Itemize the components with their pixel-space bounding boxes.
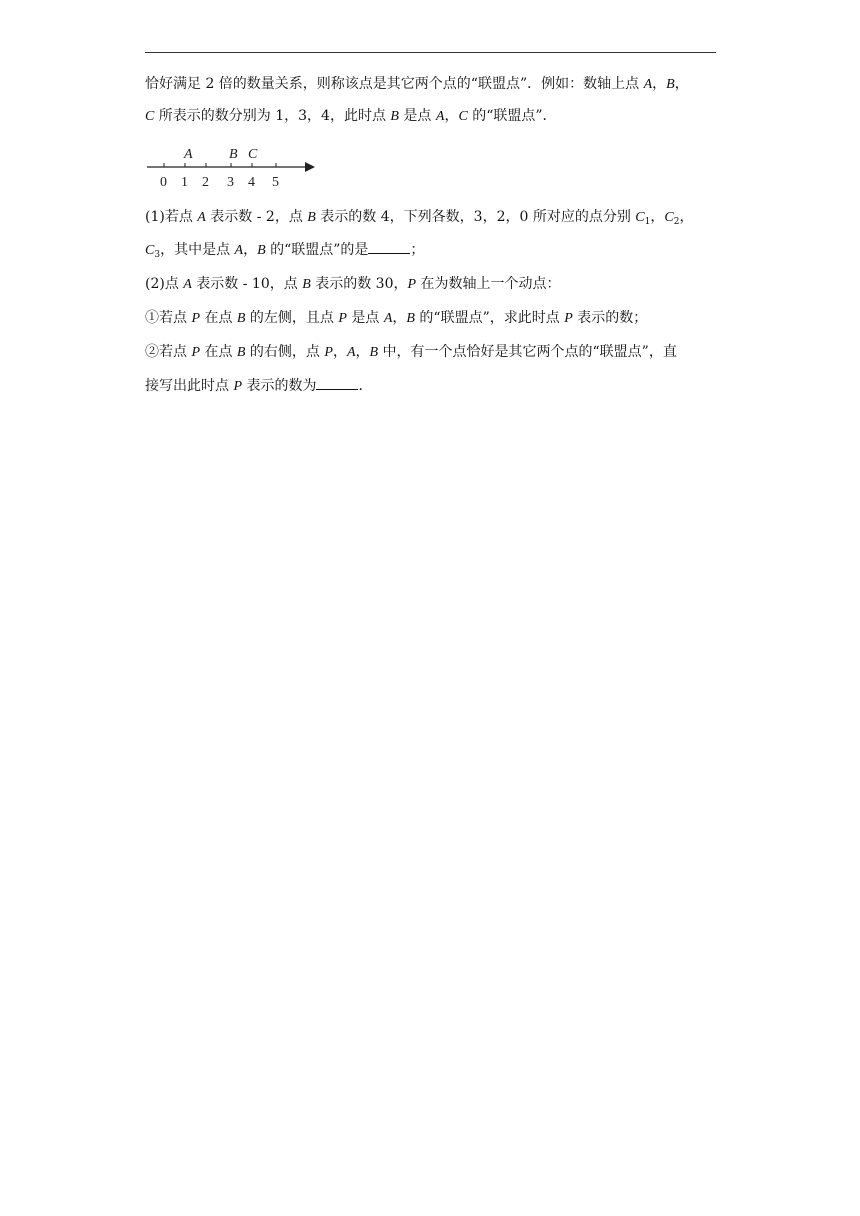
point-a: A: [383, 311, 393, 326]
text: ，: [243, 242, 258, 258]
question-2-1-line: [145, 308, 647, 329]
text: 的“联盟点”的是: [265, 242, 369, 258]
header-rule: [145, 52, 716, 53]
text: ，: [355, 344, 370, 360]
text: 中，有一个点恰好是其它两个点的“联盟点”，直: [378, 344, 677, 360]
text: 的“联盟点”，求此时点: [414, 310, 565, 326]
text: 表示的数 4，下列各数，3，2，0 所对应的点分别: [315, 209, 636, 225]
text: 是点: [346, 310, 384, 326]
text: 是点: [398, 108, 436, 124]
text: ，其中是点: [160, 242, 235, 258]
text: (2)点: [145, 276, 184, 292]
text: 表示的数 30，: [310, 276, 408, 292]
text: 接写出此时点: [145, 378, 234, 394]
point-b: B: [302, 277, 311, 292]
point-b: B: [369, 345, 379, 360]
point-p: P: [191, 311, 201, 326]
point-b: B: [236, 311, 246, 326]
answer-blank-2[interactable]: [316, 377, 358, 390]
point-a: A: [197, 210, 206, 225]
question-2-line: [145, 274, 561, 295]
point-p: P: [564, 311, 573, 326]
number-line-figure: [145, 140, 320, 190]
question-1-line-1: [145, 207, 693, 232]
subscript: 1: [644, 217, 651, 227]
text: ，: [444, 108, 459, 124]
text: 表示数 - 2，点: [205, 209, 308, 225]
text: ，: [650, 209, 665, 225]
label-b: B: [229, 147, 238, 162]
text: ②若点: [145, 344, 192, 360]
answer-blank-1[interactable]: [368, 241, 410, 254]
label-c: C: [248, 147, 258, 162]
question-2-2-line-2: [145, 376, 372, 397]
point-b: B: [390, 109, 399, 124]
text: 表示的数为: [242, 378, 317, 394]
text: ，: [674, 76, 689, 92]
point-c: C: [458, 109, 468, 124]
label-a: A: [184, 147, 193, 162]
text: 的左侧，且点: [245, 310, 339, 326]
point-b: B: [236, 345, 246, 360]
point-c: C: [145, 109, 155, 124]
text: 的右侧，点: [245, 344, 325, 360]
point-c3: C: [145, 243, 155, 258]
point-a: A: [643, 77, 653, 92]
point-b: B: [307, 210, 316, 225]
point-p: P: [407, 277, 417, 292]
tick-label-1: 1: [181, 175, 188, 190]
ticks: [164, 163, 276, 167]
text: ①若点: [145, 310, 192, 326]
text: 所表示的数分别为 1，3，4，此时点: [154, 108, 391, 124]
point-a: A: [435, 109, 445, 124]
point-p: P: [191, 345, 201, 360]
question-1-line-2: [145, 240, 424, 265]
text: (1)若点: [145, 209, 198, 225]
text: 表示的数；: [572, 310, 648, 326]
text: ，: [652, 76, 667, 92]
point-b: B: [257, 243, 266, 258]
point-b: B: [666, 77, 675, 92]
text: 的“联盟点”．: [467, 108, 557, 124]
subscript: 3: [154, 250, 161, 260]
text: ，: [679, 209, 694, 225]
intro-line-2: [145, 106, 557, 127]
tick-label-4: 4: [248, 175, 255, 190]
axis-arrow: [305, 162, 315, 172]
point-b: B: [406, 311, 415, 326]
point-a: A: [346, 345, 356, 360]
text: 恰好满足 2 倍的数量关系，则称该点是其它两个点的“联盟点”．例如：数轴上点: [145, 76, 644, 92]
point-c1: C: [635, 210, 645, 225]
subscript: 2: [673, 217, 680, 227]
tick-label-5: 5: [272, 175, 279, 190]
question-2-2-line-1: [145, 342, 677, 363]
intro-line-1: [145, 74, 689, 95]
text: 在为数轴上一个动点：: [416, 276, 561, 292]
point-p: P: [233, 379, 243, 394]
tick-label-0: 0: [160, 175, 167, 190]
point-a: A: [234, 243, 244, 258]
point-p: P: [338, 311, 347, 326]
text: 表示数 - 10，点: [191, 276, 303, 292]
tick-label-3: 3: [227, 175, 234, 190]
text: ．: [358, 378, 373, 394]
text: ，: [392, 310, 407, 326]
text: ；: [410, 242, 425, 258]
text: ，: [332, 344, 347, 360]
point-c2: C: [664, 210, 674, 225]
text: 在点: [200, 310, 237, 326]
point-p: P: [324, 345, 333, 360]
point-a: A: [183, 277, 192, 292]
text: 在点: [200, 344, 237, 360]
tick-label-2: 2: [202, 175, 209, 190]
